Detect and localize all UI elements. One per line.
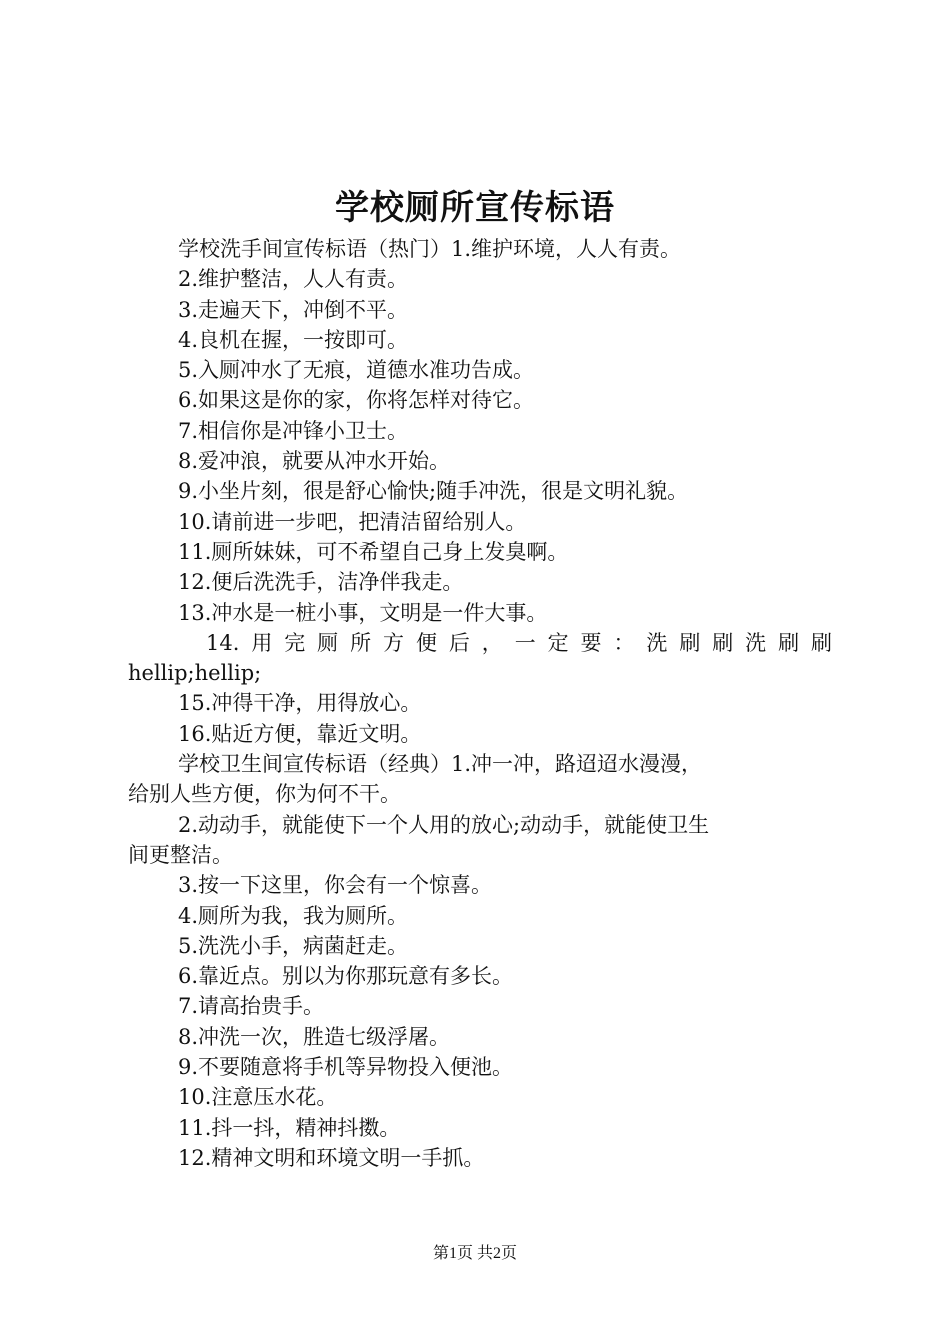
justified-glyph: 刷 xyxy=(811,630,832,655)
paragraph-line: 12.精神文明和环境文明一手抓。 xyxy=(178,1145,485,1170)
paragraph-line: 16.贴近方便，靠近文明。 xyxy=(178,721,422,746)
paragraph-line: 学校洗手间宣传标语（热门）1.维护环境，人人有责。 xyxy=(178,237,682,261)
paragraph-line: 5.入厕冲水了无痕，道德水准功告成。 xyxy=(178,358,535,383)
justified-glyph: 洗 xyxy=(646,630,668,655)
paragraph-line: 3.走遍天下，冲倒不平。 xyxy=(178,297,409,322)
document-title: 学校厕所宣传标语 xyxy=(335,188,615,228)
page-footer: 第1页 共2页 xyxy=(432,1245,517,1262)
paragraph-line: 11.抖一抖，精神抖擞。 xyxy=(178,1115,401,1140)
justified-glyph: 刷 xyxy=(712,630,734,655)
paragraph-line: 3.按一下这里，你会有一个惊喜。 xyxy=(178,873,493,898)
justified-glyph: 厕 xyxy=(317,630,339,655)
paragraph-line: 12.便后洗洗手，洁净伴我走。 xyxy=(178,570,464,595)
justified-glyph: 后 xyxy=(448,630,470,655)
justified-glyph: 刷 xyxy=(679,630,701,655)
paragraph-line: 4.良机在握，一按即可。 xyxy=(178,327,409,352)
paragraph-line: 11.厕所妹妹，可不希望自己身上发臭啊。 xyxy=(178,539,569,564)
justified-glyph: 一 xyxy=(514,630,536,655)
paragraph-line: 6.如果这是你的家，你将怎样对待它。 xyxy=(178,388,535,413)
paragraph-line: 8.冲洗一次，胜造七级浮屠。 xyxy=(178,1024,451,1049)
paragraph-line: 15.冲得干净，用得放心。 xyxy=(178,691,422,716)
paragraph-line: 2.动动手，就能使下一个人用的放心;动动手，就能使卫生 xyxy=(178,812,710,837)
justified-glyph: 定 xyxy=(547,630,569,655)
paragraph-line: 学校卫生间宣传标语（经典）1.冲一冲，路迢迢水漫漫， xyxy=(178,752,703,777)
justified-glyph: 洗 xyxy=(745,630,767,655)
justified-glyph: 完 xyxy=(284,630,306,655)
justified-glyph: 刷 xyxy=(778,630,800,655)
justified-glyph: 方 xyxy=(383,630,405,655)
paragraph-line: 8.爱冲浪，就要从冲水开始。 xyxy=(178,449,451,474)
justified-glyph: 要 xyxy=(580,630,602,655)
paragraph-line: 10.注意压水花。 xyxy=(178,1085,338,1110)
paragraph-line: hellip;hellip; xyxy=(128,661,262,686)
justified-glyph: 用 xyxy=(251,630,273,655)
paragraph-line: 5.洗洗小手，病菌赶走。 xyxy=(178,933,409,958)
justified-glyph: 14. xyxy=(206,630,240,655)
paragraph-line: 13.冲水是一桩小事，文明是一件大事。 xyxy=(178,600,548,625)
paragraph-line: 2.维护整洁，人人有责。 xyxy=(178,267,409,292)
paragraph-line: 7.相信你是冲锋小卫士。 xyxy=(178,418,409,443)
justified-glyph: ， xyxy=(481,630,503,655)
justified-glyph: 所 xyxy=(350,630,372,655)
document-body xyxy=(128,234,832,1173)
paragraph-line: 7.请高抬贵手。 xyxy=(178,994,325,1019)
paragraph-line: 给别人些方便，你为何不干。 xyxy=(128,782,401,807)
paragraph-line: 6.靠近点。别以为你那玩意有多长。 xyxy=(178,964,514,989)
justified-glyph: ： xyxy=(613,630,635,655)
paragraph-line: 10.请前进一步吧，把清洁留给别人。 xyxy=(178,509,527,534)
paragraph-line: 4.厕所为我，我为厕所。 xyxy=(178,903,409,928)
justified-line xyxy=(128,628,832,658)
justified-glyph: 便 xyxy=(415,630,437,655)
paragraph-line: 9.不要随意将手机等异物投入便池。 xyxy=(178,1055,514,1080)
paragraph-line: 间更整洁。 xyxy=(128,842,233,867)
paragraph-line: 9.小坐片刻，很是舒心愉快;随手冲洗，很是文明礼貌。 xyxy=(178,479,689,504)
